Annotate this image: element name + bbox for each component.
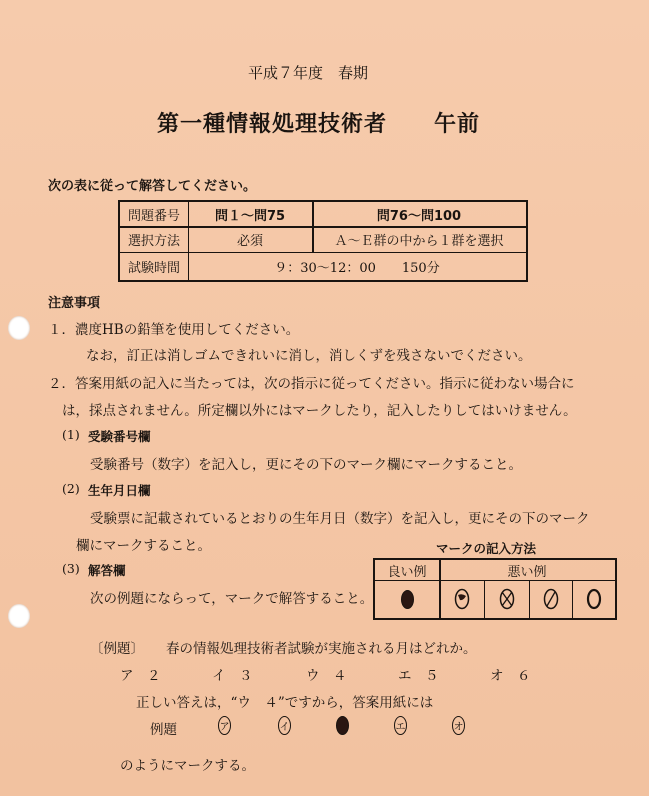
- choice-e: エ ５: [398, 668, 439, 684]
- sub-3-title: 解答欄: [88, 563, 126, 578]
- sub-2-number: (2): [62, 481, 80, 496]
- partial-fill-oval-icon: [454, 588, 470, 610]
- note-item-2-continued: は，採点されません。所定欄以外にはマークしたり，記入したりしてはいけません。: [62, 403, 577, 419]
- bubble-e: エ: [394, 716, 407, 735]
- bad-mark-cross-cell: [484, 580, 529, 618]
- exam-schedule-table: [118, 200, 528, 282]
- bad-example-label: 悪い例: [507, 564, 547, 580]
- choice-i: イ ３: [212, 668, 253, 684]
- filled-oval-icon: [401, 590, 414, 609]
- value-required: 必須: [236, 234, 263, 249]
- answer-text: 正しい答えは，“ウ ４”ですから，答案用紙には: [136, 695, 434, 711]
- marking-method-table: [373, 558, 617, 620]
- table-instruction: 次の表に従って解答してください。: [48, 179, 257, 194]
- header-required-range: 問１～問75: [214, 208, 286, 224]
- choice-o: オ ６: [490, 668, 531, 684]
- exam-title: 第一種情報処理技術者: [157, 112, 388, 137]
- label-exam-time: 試験時間: [127, 261, 180, 276]
- note-item-1-continued: なお，訂正は消しゴムできれいに消し，消しくずを残さないでください。: [86, 348, 532, 364]
- good-mark-cell: [375, 580, 439, 618]
- sub-1-title: 受験番号欄: [88, 429, 151, 444]
- schedule-selection-row: [120, 227, 526, 252]
- exam-session: 平成７年度 春期: [248, 64, 369, 82]
- example-row-label: 例題: [150, 722, 177, 738]
- note-item-1: １．濃度HBの鉛筆を使用してください。: [48, 322, 300, 338]
- marking-method-title: マークの記入方法: [436, 541, 537, 556]
- bad-mark-slash-cell: [529, 580, 572, 618]
- choice-a: ア ２: [120, 668, 161, 684]
- sub-2-title: 生年月日欄: [88, 483, 151, 498]
- slash-oval-icon: [543, 588, 559, 610]
- header-elective-range: 問76～問100: [376, 208, 462, 224]
- notes-heading: 注意事項: [48, 296, 101, 311]
- header-question-number: 問題番号: [127, 208, 180, 224]
- outline-oval-icon: [586, 588, 602, 610]
- example-closing: のようにマークする。: [120, 758, 255, 774]
- punch-hole-bottom: [8, 604, 30, 628]
- bubble-a: ア: [218, 716, 231, 735]
- bubble-i: イ: [278, 716, 291, 735]
- label-selection-method: 選択方法: [127, 234, 180, 249]
- sub-1-number: (1): [62, 427, 80, 442]
- value-exam-time: ９：30～12：00 150分: [274, 261, 440, 276]
- bubble-o: オ: [452, 716, 465, 735]
- example-question: 春の情報処理技術者試験が実施される月はどれか。: [166, 641, 477, 657]
- schedule-header-row: [120, 202, 526, 226]
- sub-3-body: 次の例題にならって，マークで解答すること。: [90, 591, 374, 607]
- punch-hole-top: [8, 316, 30, 340]
- example-label: 〔例題〕: [90, 641, 144, 657]
- bad-mark-outline-cell: [572, 580, 615, 618]
- good-example-label: 良い例: [387, 564, 427, 580]
- sub-2-body-line-1: 受験票に記載されているとおりの生年月日（数字）を記入し，更にその下のマーク: [90, 511, 590, 527]
- bubble-u-filled: ウ: [336, 716, 349, 735]
- sub-2-body-line-2: 欄にマークすること。: [76, 538, 211, 554]
- cross-oval-icon: [499, 588, 515, 610]
- sub-1-body: 受験番号（数字）を記入し，更にその下のマーク欄にマークすること。: [90, 457, 522, 473]
- value-elective: Ａ～Ｅ群の中から１群を選択: [334, 234, 504, 249]
- exam-period: 午前: [434, 112, 481, 137]
- bad-mark-partial-cell: [439, 580, 484, 618]
- sub-3-number: (3): [62, 561, 80, 576]
- schedule-time-row: [120, 253, 526, 280]
- choice-u: ウ ４: [306, 668, 347, 684]
- note-item-2: ２．答案用紙の記入に当たっては，次の指示に従ってください。指示に従わない場合に: [48, 376, 575, 392]
